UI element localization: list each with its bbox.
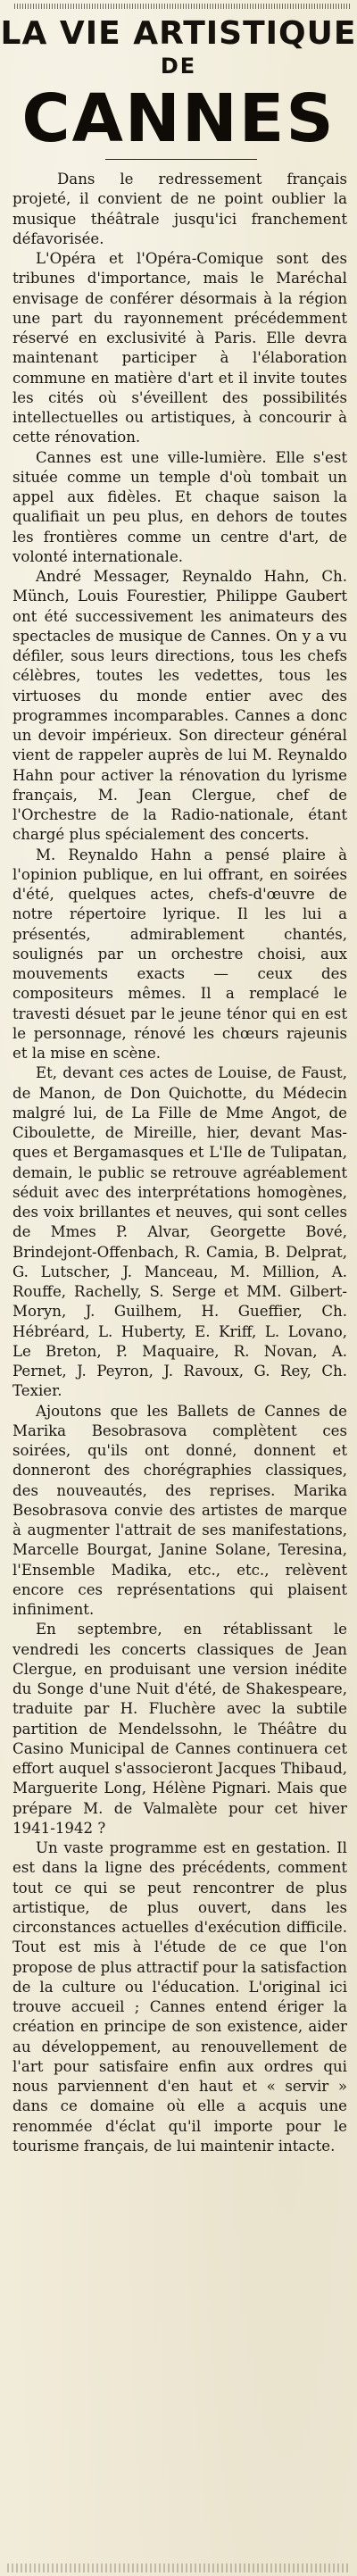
bottom-border-rule [7,2563,350,2572]
article-body [12,170,347,2563]
headline-rule [105,159,257,160]
section-kicker: LA VIE ARTISTIQUE [0,15,357,52]
article-paragraph: Dans le redressement français projeté, il convient de ne point oublier la musique théâtrale jusqu'ici franchement défavorisée. [12,171,347,247]
article-paragraph: Ajoutons que les Ballets de Cannes de Marika Besobrasova complètent ces soirées, qu'ils ont donné, donnent et donneront des chorégraphies classiques, des nouveautés, des reprises. Marika Besobrasova convie des artistes de marque à augmenter l'attrait de ses manifestations, Marcelle Bourgat, Janine Solane, Teresina, l'Ensemble Madika, etc., etc., relèvent encore ces représentations qui plaisent infiniment. [12,1402,347,1618]
article-paragraph: L'Opéra et l'Opéra-Comique sont des tribunes d'importance, mais le Maréchal envisage de conférer désormais à la région une part du rayonnement précédemment réservé en exclusivité à Paris. Elle devra maintenant participer à l'élaboration commune en matière d'art et il invite toutes les cités où s'éveillent des possibilités intellectuelles ou artistiques, à concourir à cette rénovation. [12,250,347,446]
section-kicker-preposition: DE [160,54,197,79]
article-paragraph: En septembre, en rétablissant le vendredi les concerts classiques de Jean Clergue, en produisant une version inédite du Songe d'une Nuit d'été, de Shakespeare, traduite par H. Fluchère avec la subtile partition de Mendelssohn, le Théâtre du Casino Municipal de Cannes continuera cet effort auquel s'associeront Jacques Thibaud, Marguerite Long, Hélène Pignari. Mais que prépare M. de Valmalète pour cet hiver 1941-1942 ? [12,1621,347,1837]
article-paragraph: Un vaste programme est en gestation. Il est dans la ligne des précédents, comment tout ce qui se peut rencontrer de plus artistique, de plus ouvert, dans les circonstances actuelles d'exécution difficile. Tout est mis à l'étude de ce que l'on propose de plus attractif pour la satisfaction de la culture ou l'éducation. L'original ici trouve accueil ; Cannes entend ériger la création en principe de son existence, aider au développement, au renouvellement de l'art pour satisfaire enfin aux ordres qui nous parviennent d'en haut et « servir » dans ce domaine où elle a acquis une renommée d'éclat qu'il importe pour le tourisme français, de lui maintenir intacte. [12,1839,347,2155]
article-paragraph: M. Reynaldo Hahn a pensé plaire à l'opinion publique, en lui offrant, en soirées d'été, quelques actes, chefs-d'œuvre de notre répertoire lyrique. Il les lui a présentés, admirablement chantés, soulignés par un orchestre choisi, aux mouvements exacts — ceux des compositeurs mêmes. Il a remplacé le travesti désuet par le jeune ténor qui en est le personnage, rénové les chœurs rajeunis et la mise en scène. [12,846,347,1062]
article-paragraph: Cannes est une ville-lumière. Elle s'est située comme un temple d'où tombait un appel aux fidèles. Et chaque saison la qualifiait un peu plus, en dehors de toutes les frontières comme un centre d'art, de volonté internationale. [12,448,347,565]
top-border-rule [14,4,350,9]
article-headline: CANNES [21,80,336,157]
article-paragraph: Et, devant ces actes de Louise, de Faust, de Manon, de Don Quichotte, du Médecin malgré lui, de La Fille de Mme Angot, de Ciboulette, de Mireille, hier, devant Mas-ques et Bergamasques et L'Ile de Tulipatan, demain, le public se retrouve agréablement séduit avec des interprétations homogènes, des voix brillantes et neuves, qui sont celles de Mmes P. Alvar, Georgette Bové, Brindejont-Offenbach, R. Camia, B. Delprat, G. Lutscher, J. Manceau, M. Million, A. Rouffe, Rachelly, S. Serge et MM. Gilbert-Moryn, J. Guilhem, H. Gueffier, Ch. Hébréard, L. Huberty, E. Kriff, L. Lovano, Le Breton, P. Maquaire, R. Novan, A. Pernet, J. Peyron, J. Ravoux, G. Rey, Ch. Texier. [12,1064,347,1400]
article-paragraph: André Messager, Reynaldo Hahn, Ch. Münch, Louis Fourestier, Philippe Gaubert ont été successivement les animateurs des spectacles de musique de Cannes. On y a vu défiler, sous leurs directions, tous les chefs célèbres, toutes les vedettes, tous les virtuoses du monde entier avec des programmes incomparables. Cannes a donc un devoir impérieux. Son directeur général vient de rappeler auprès de lui M. Reynaldo Hahn pour activer la rénovation du lyrisme français, M. Jean Clergue, chef de l'Orchestre de la Radio-nationale, étant chargé plus spécialement des concerts. [12,568,347,844]
